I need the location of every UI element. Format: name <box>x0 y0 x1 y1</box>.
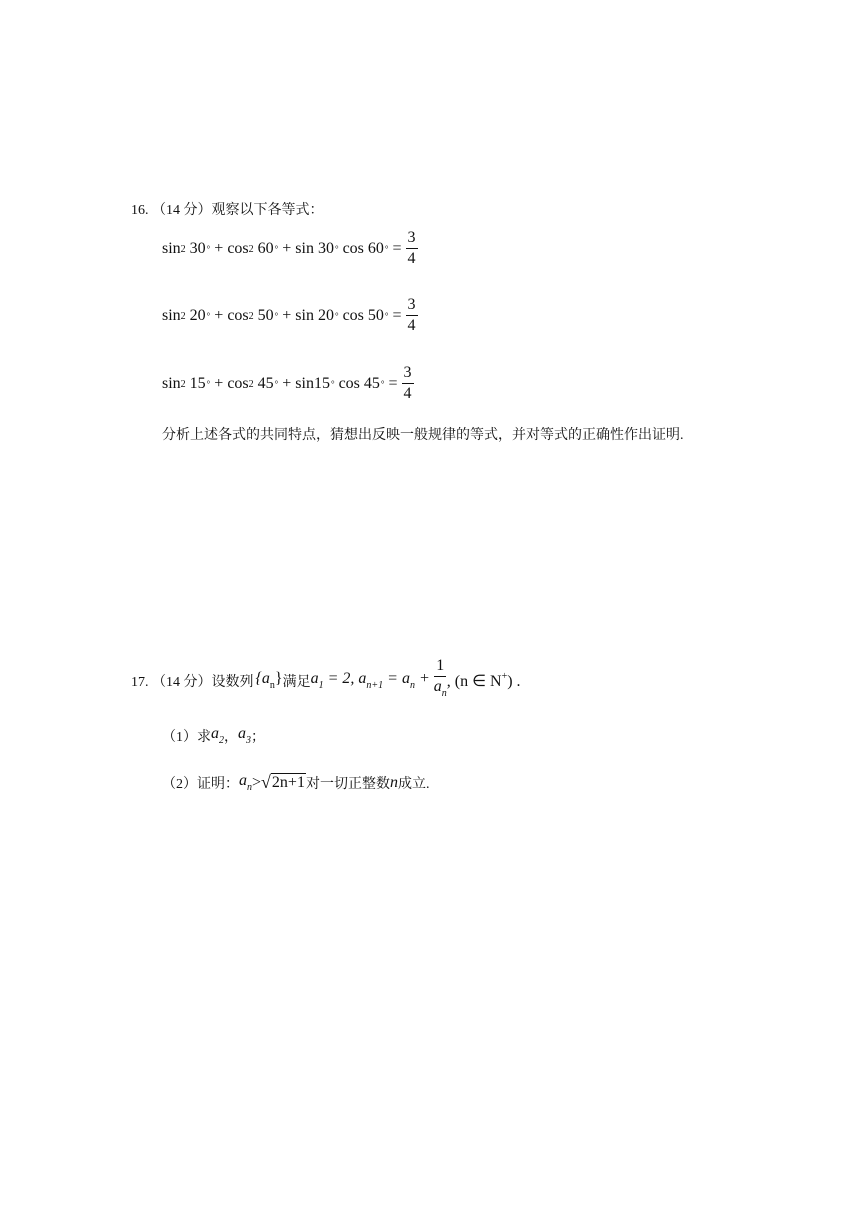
sequence-symbol: $\{a_n\}$ <box>255 670 283 691</box>
question-16-task: 分析上述各式的共同特点，猜想出反映一般规律的等式，并对等式的正确性作出证明. <box>162 428 684 443</box>
fraction-three-quarters: $\frac{3}{4}$ <box>407 229 416 267</box>
question-17-part-1: （1）求 $a_2$ ， $a_3$ ； <box>162 725 265 746</box>
question-17-heading: 17. （14 分）设数列 $\{a_n\}$ 满足 $a_1 = 2$, $a_{n+1} = a_n$ + $\frac{1}{a_n}$ , (n ∈ N+) . <box>131 657 521 704</box>
square-root: √ 2n+1 <box>261 772 305 792</box>
fraction-one-over-an: $\frac{1}{a_n}$ <box>433 657 447 699</box>
equation-1: sin 2 30 ° + cos 2 60 ° + sin 30 ° cos 60 ° = $\frac{3}{4}$ <box>162 229 416 267</box>
fraction-three-quarters: $\frac{3}{4}$ <box>407 296 416 334</box>
question-16-heading: 16. （14 分）观察以下各等式： <box>131 203 324 218</box>
domain-condition: , (n ∈ N+) . <box>446 670 521 690</box>
equation-2: sin 2 20 ° + cos 2 50 ° + sin 20 ° cos 50 ° = $\frac{3}{4}$ <box>162 296 416 334</box>
equation-3: sin 2 15 ° + cos 2 45 ° + sin 15 ° cos 45 ° = $\frac{3}{4}$ <box>162 364 412 402</box>
recurrence-condition: $a_1 = 2$, $a_{n+1} = a_n$ + <box>310 670 430 691</box>
fraction-three-quarters: $\frac{3}{4}$ <box>403 364 412 402</box>
question-17-part-2: （2）证明： $a_n$ > √ 2n+1 对一切正整数 n 成立. <box>162 772 430 793</box>
